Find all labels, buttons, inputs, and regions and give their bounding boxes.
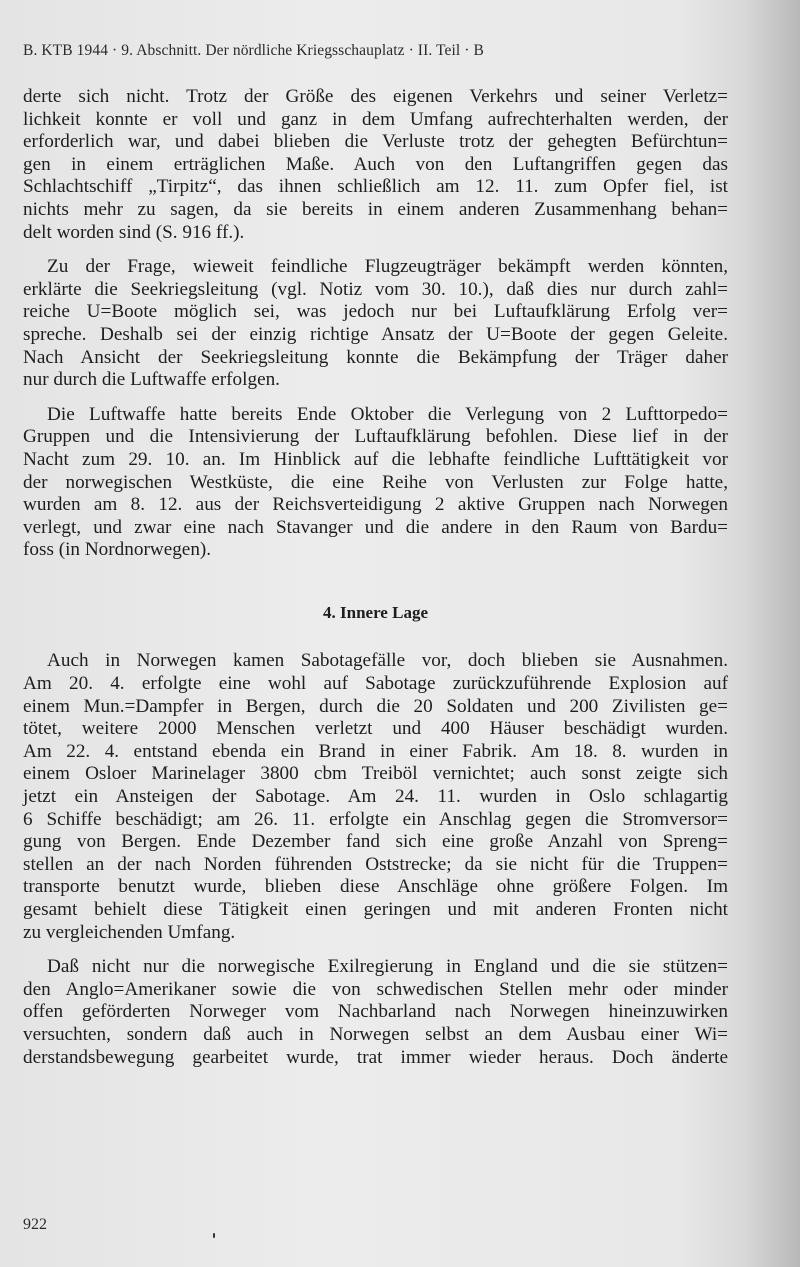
text-line: Gruppen und die Intensivierung der Luftaufklärung befohlen. Diese lief in der [23, 426, 728, 448]
text-line: derte sich nicht. Trotz der Größe des eigenen Verkehrs und seiner Verletz= [23, 86, 728, 107]
text-line: Daß nicht nur die norwegische Exilregierung in England und die sie stützen= [47, 956, 728, 978]
text-line: stellen an der nach Norden führenden Oststrecke; da sie nicht für die Truppen= [23, 853, 728, 875]
text-line: spreche. Deshalb sei der einzig richtige Ansatz der U=Boote der gegen Geleite. [23, 323, 728, 345]
paragraph [23, 956, 728, 1069]
text-line: Am 22. 4. entstand ebenda ein Brand in einer Fabrik. Am 18. 8. wurden in [23, 740, 728, 762]
section-heading: 4. Innere Lage [323, 602, 428, 622]
text-line: zu vergleichenden Umfang. [23, 921, 236, 943]
text-line: transporte benutzt wurde, blieben diese Anschläge ohne größere Folgen. Im [23, 876, 728, 898]
text-line: foss (in Nordnorwegen). [23, 539, 212, 561]
paragraph [23, 256, 728, 392]
text-line: offen geförderten Norweger vom Nachbarland nach Norwegen hineinzuwirken [23, 1001, 728, 1023]
paragraph [23, 404, 728, 562]
text-line: Schlachtschiff „Tirpitz“, das ihnen schließlich am 12. 11. zum Opfer fiel, ist [23, 176, 728, 198]
text-line: nichts mehr zu sagen, da sie bereits in einem anderen Zusammenhang behan= [23, 198, 728, 220]
text-line: einem Mun.=Dampfer in Bergen, durch die 20 Soldaten und 200 Zivilisten ge= [23, 695, 728, 717]
text-line: lichkeit konnte er voll und ganz in dem Umfang aufrechterhalten werden, der [23, 108, 728, 130]
text-line: Auch in Norwegen kamen Sabotagefälle vor, doch blieben sie Ausnahmen. [47, 650, 728, 672]
text-line: den Anglo=Amerikaner sowie die von schwedischen Stellen mehr oder minder [23, 978, 728, 1000]
text-line: erforderlich war, und dabei blieben die Verluste trotz der gehegten Befürchtun= [23, 131, 728, 153]
text-line: verlegt, und zwar eine nach Stavanger und die andere in den Raum von Bardu= [23, 516, 728, 538]
paragraph [23, 650, 728, 944]
text-line: Nach Ansicht der Seekriegsleitung konnte die Bekämpfung der Träger daher [23, 346, 728, 368]
paragraph-gap [23, 244, 728, 256]
text-line: Die Luftwaffe hatte bereits Ende Oktober die Verlegung von 2 Lufttorpedo= [47, 403, 728, 425]
paragraph-gap [23, 392, 728, 404]
text-line: jetzt ein Ansteigen der Sabotage. Am 24. 11. wurden in Oslo schlagartig [23, 786, 728, 808]
page-number: 922 [23, 1216, 47, 1233]
paragraph-gap [23, 944, 728, 956]
text-line: gung von Bergen. Ende Dezember fand sich eine große Anzahl von Spreng= [23, 831, 728, 853]
text-line: erklärte die Seekriegsleitung (vgl. Notiz vom 30. 10.), daß dies nur durch zahl= [23, 278, 728, 300]
text-line: versuchten, sondern daß auch in Norwegen selbst an dem Ausbau einer Wi= [23, 1023, 728, 1045]
scan-speck [213, 1233, 215, 1238]
text-line: derstandsbewegung gearbeitet wurde, trat immer wieder heraus. Doch änderte [23, 1046, 728, 1068]
running-head: B. KTB 1944 · 9. Abschnitt. Der nördliche Kriegsschauplatz · II. Teil · B [23, 42, 484, 59]
text-line: Nacht zum 29. 10. an. Im Hinblick auf die lebhafte feindliche Lufttätigkeit vor [23, 448, 728, 470]
text-line: gesamt behielt diese Tätigkeit einen geringen und mit anderen Fronten nicht [23, 899, 728, 920]
text-line: einem Osloer Marinelager 3800 cbm Treiböl vernichtet; auch sonst zeigte sich [23, 763, 728, 785]
text-line: 6 Schiffe beschädigt; am 26. 11. erfolgte ein Anschlag gegen die Stromversor= [23, 808, 728, 830]
text-line: delt worden sind (S. 916 ff.). [23, 221, 245, 243]
text-line: reiche U=Boote möglich sei, was jedoch nur bei Luftaufklärung Erfolg ver= [23, 301, 728, 323]
paragraph [23, 86, 728, 244]
text-line: Zu der Frage, wieweit feindliche Flugzeugträger bekämpft werden könnten, [47, 256, 728, 278]
text-line: Am 20. 4. erfolgte eine wohl auf Sabotage zurückzuführende Explosion auf [23, 673, 728, 695]
text-line: tötet, weitere 2000 Menschen verletzt und 400 Häuser beschädigt wurden. [23, 718, 728, 740]
body-text [23, 86, 728, 1069]
text-line: wurden am 8. 12. aus der Reichsverteidigung 2 aktive Gruppen nach Norwegen [23, 494, 728, 516]
text-line: der norwegischen Westküste, die eine Reihe von Verlusten zur Folge hatte, [23, 471, 728, 493]
pre-section-paragraphs [23, 86, 728, 562]
text-line: nur durch die Luftwaffe erfolgen. [23, 369, 280, 391]
section-paragraphs [23, 650, 728, 1069]
text-line: gen in einem erträglichen Maße. Auch von den Luftangriffen gegen das [23, 153, 728, 175]
